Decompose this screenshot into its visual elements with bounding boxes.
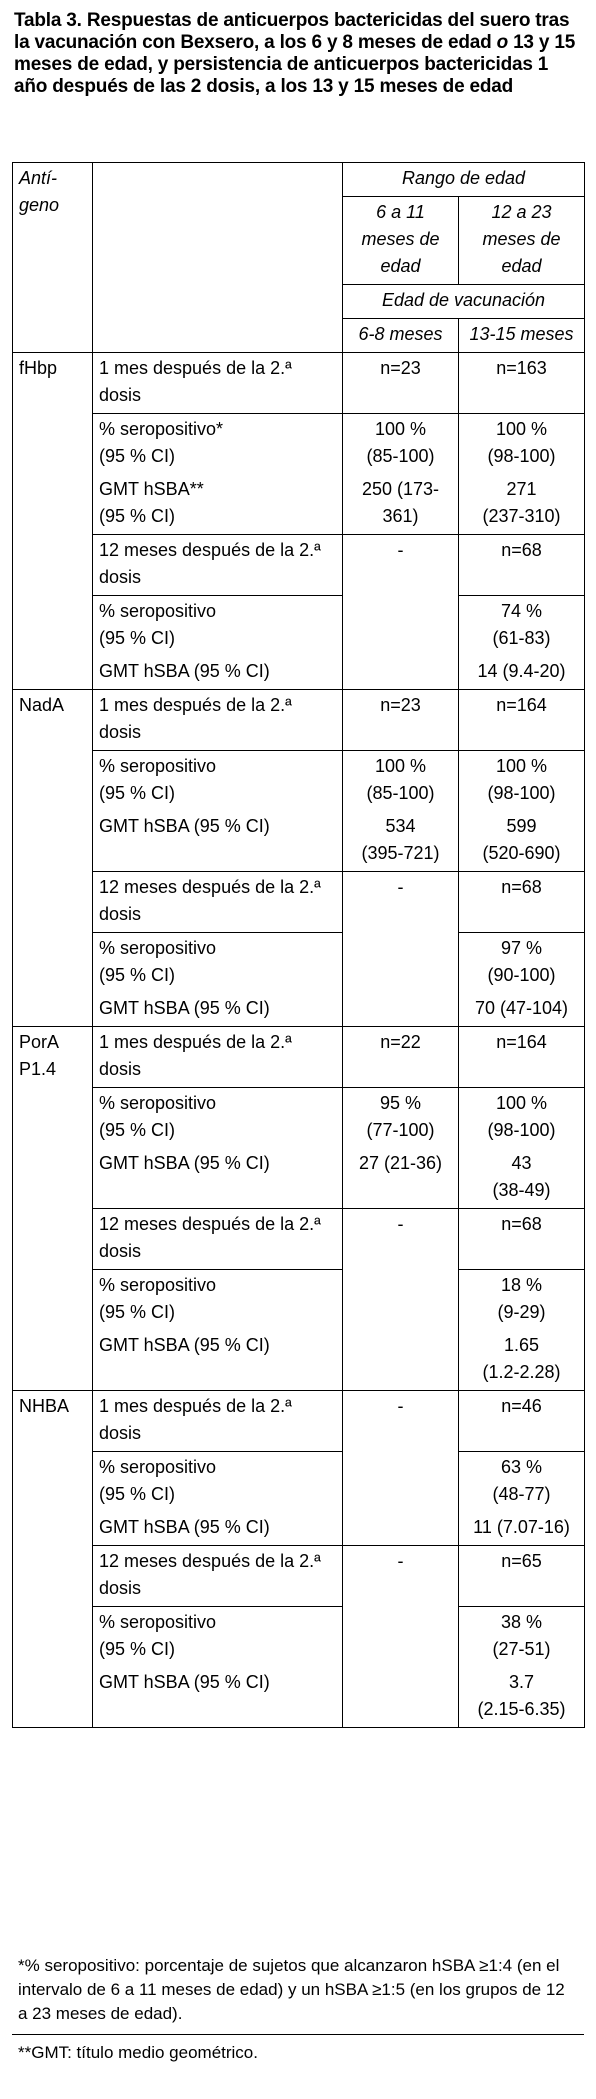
value-6-11-months: 95 % (77-100) bbox=[343, 1088, 459, 1149]
value-12-23-months: n=164 bbox=[459, 1027, 585, 1088]
title-text-continued: 13 y 15 meses de edad, y persistencia de anticuerpos bactericidas 1 año después de las 2 dosis, a los 13 y 15 meses de edad bbox=[14, 32, 576, 97]
table-row bbox=[13, 993, 585, 1027]
table-row bbox=[13, 933, 585, 994]
row-label: 12 meses después de la 2.ª dosis bbox=[93, 872, 343, 933]
table-title bbox=[14, 10, 582, 98]
row-label: % seropositivo (95 % CI) bbox=[93, 1088, 343, 1149]
header-age-range: Rango de edad bbox=[343, 163, 585, 197]
antibody-response-table bbox=[12, 162, 585, 1728]
value-12-23-months: n=65 bbox=[459, 1546, 585, 1607]
row-label: GMT hSBA** (95 % CI) bbox=[93, 474, 343, 535]
value-6-11-months: n=23 bbox=[343, 353, 459, 414]
row-label: % seropositivo (95 % CI) bbox=[93, 1607, 343, 1668]
table-row bbox=[13, 353, 585, 414]
value-12-23-months: 97 % (90-100) bbox=[459, 933, 585, 994]
row-label: 1 mes después de la 2.ª dosis bbox=[93, 690, 343, 751]
row-label: GMT hSBA (95 % CI) bbox=[93, 656, 343, 690]
value-not-applicable: - bbox=[343, 1546, 459, 1728]
table-row bbox=[13, 811, 585, 872]
value-6-11-months: n=23 bbox=[343, 690, 459, 751]
table-row bbox=[13, 474, 585, 535]
value-6-11-months: 534 (395-721) bbox=[343, 811, 459, 872]
footnote-seropositive: *% seropositivo: porcentaje de sujetos que alcanzaron hSBA ≥1:4 (en el intervalo de 6 a 11 meses de edad) y un hSBA ≥1:5 (en los grupos de 12 a 23 meses de edad). bbox=[12, 1948, 584, 2035]
value-6-11-months: 100 % (85-100) bbox=[343, 414, 459, 475]
value-12-23-months: 11 (7.07-16) bbox=[459, 1512, 585, 1546]
value-12-23-months: 599 (520-690) bbox=[459, 811, 585, 872]
value-12-23-months: 14 (9.4-20) bbox=[459, 656, 585, 690]
value-12-23-months: n=68 bbox=[459, 1209, 585, 1270]
footnote-gmt: **GMT: título medio geométrico. bbox=[18, 2043, 258, 2062]
row-label: GMT hSBA (95 % CI) bbox=[93, 993, 343, 1027]
row-label: GMT hSBA (95 % CI) bbox=[93, 1330, 343, 1391]
value-6-11-months: n=22 bbox=[343, 1027, 459, 1088]
table-row bbox=[13, 656, 585, 690]
antigen-name: NadA bbox=[13, 690, 93, 1027]
row-label: % seropositivo (95 % CI) bbox=[93, 1452, 343, 1513]
value-12-23-months: 63 % (48-77) bbox=[459, 1452, 585, 1513]
table-row bbox=[13, 872, 585, 933]
table-row bbox=[13, 1667, 585, 1728]
table-row bbox=[13, 1209, 585, 1270]
row-label: % seropositivo (95 % CI) bbox=[93, 933, 343, 994]
footnotes bbox=[12, 1948, 584, 2071]
value-not-applicable: - bbox=[343, 1391, 459, 1546]
value-12-23-months: 18 % (9-29) bbox=[459, 1270, 585, 1331]
table-row bbox=[13, 690, 585, 751]
value-12-23-months: 100 % (98-100) bbox=[459, 1088, 585, 1149]
header-row-age-range bbox=[13, 163, 585, 197]
title-italic-conjunction: o bbox=[496, 32, 508, 53]
header-vac-13-15: 13-15 meses bbox=[459, 319, 585, 353]
value-12-23-months: 70 (47-104) bbox=[459, 993, 585, 1027]
table-row bbox=[13, 535, 585, 596]
value-12-23-months: n=164 bbox=[459, 690, 585, 751]
row-label: GMT hSBA (95 % CI) bbox=[93, 1148, 343, 1209]
row-label: 12 meses después de la 2.ª dosis bbox=[93, 535, 343, 596]
table-row bbox=[13, 1391, 585, 1452]
value-6-11-months: 100 % (85-100) bbox=[343, 751, 459, 812]
value-12-23-months: 271 (237-310) bbox=[459, 474, 585, 535]
table-row bbox=[13, 1148, 585, 1209]
row-label: 12 meses después de la 2.ª dosis bbox=[93, 1209, 343, 1270]
value-12-23-months: 74 % (61-83) bbox=[459, 596, 585, 657]
table-row bbox=[13, 1452, 585, 1513]
header-group-12-23: 12 a 23 meses de edad bbox=[459, 197, 585, 285]
value-6-11-months: 27 (21-36) bbox=[343, 1148, 459, 1209]
row-label: % seropositivo (95 % CI) bbox=[93, 596, 343, 657]
value-not-applicable: - bbox=[343, 1209, 459, 1391]
value-12-23-months: 100 % (98-100) bbox=[459, 751, 585, 812]
value-12-23-months: 1.65 (1.2-2.28) bbox=[459, 1330, 585, 1391]
value-not-applicable: - bbox=[343, 872, 459, 1027]
table-row bbox=[13, 751, 585, 812]
row-label: 12 meses después de la 2.ª dosis bbox=[93, 1546, 343, 1607]
table-row bbox=[13, 1330, 585, 1391]
value-12-23-months: n=163 bbox=[459, 353, 585, 414]
row-label: GMT hSBA (95 % CI) bbox=[93, 1667, 343, 1728]
value-12-23-months: 38 % (27-51) bbox=[459, 1607, 585, 1668]
header-group-6-11: 6 a 11 meses de edad bbox=[343, 197, 459, 285]
row-label: 1 mes después de la 2.ª dosis bbox=[93, 353, 343, 414]
table-row bbox=[13, 1027, 585, 1088]
table-row bbox=[13, 1546, 585, 1607]
header-antigen: Antí- geno bbox=[13, 163, 93, 353]
row-label: % seropositivo (95 % CI) bbox=[93, 1270, 343, 1331]
antigen-name: fHbp bbox=[13, 353, 93, 690]
table-row bbox=[13, 596, 585, 657]
title-text: Tabla 3. Respuestas de anticuerpos bactericidas del suero tras la vacunación con Bexsero, a los 6 y 8 meses de edad bbox=[14, 10, 570, 53]
row-label: % seropositivo (95 % CI) bbox=[93, 751, 343, 812]
antigen-name: NHBA bbox=[13, 1391, 93, 1728]
row-label: 1 mes después de la 2.ª dosis bbox=[93, 1391, 343, 1452]
row-label: % seropositivo* (95 % CI) bbox=[93, 414, 343, 475]
value-6-11-months: 250 (173- 361) bbox=[343, 474, 459, 535]
table-row bbox=[13, 1088, 585, 1149]
header-vac-6-8: 6-8 meses bbox=[343, 319, 459, 353]
value-12-23-months: n=68 bbox=[459, 535, 585, 596]
header-blank bbox=[93, 163, 343, 353]
value-12-23-months: 100 % (98-100) bbox=[459, 414, 585, 475]
value-12-23-months: 43 (38-49) bbox=[459, 1148, 585, 1209]
antigen-name: PorA P1.4 bbox=[13, 1027, 93, 1391]
table-row bbox=[13, 1270, 585, 1331]
header-vaccination-age: Edad de vacunación bbox=[343, 285, 585, 319]
table-row bbox=[13, 414, 585, 475]
table-row bbox=[13, 1512, 585, 1546]
value-12-23-months: n=46 bbox=[459, 1391, 585, 1452]
table-row bbox=[13, 1607, 585, 1668]
value-not-applicable: - bbox=[343, 535, 459, 690]
value-12-23-months: n=68 bbox=[459, 872, 585, 933]
value-12-23-months: 3.7 (2.15-6.35) bbox=[459, 1667, 585, 1728]
row-label: GMT hSBA (95 % CI) bbox=[93, 1512, 343, 1546]
row-label: 1 mes después de la 2.ª dosis bbox=[93, 1027, 343, 1088]
row-label: GMT hSBA (95 % CI) bbox=[93, 811, 343, 872]
